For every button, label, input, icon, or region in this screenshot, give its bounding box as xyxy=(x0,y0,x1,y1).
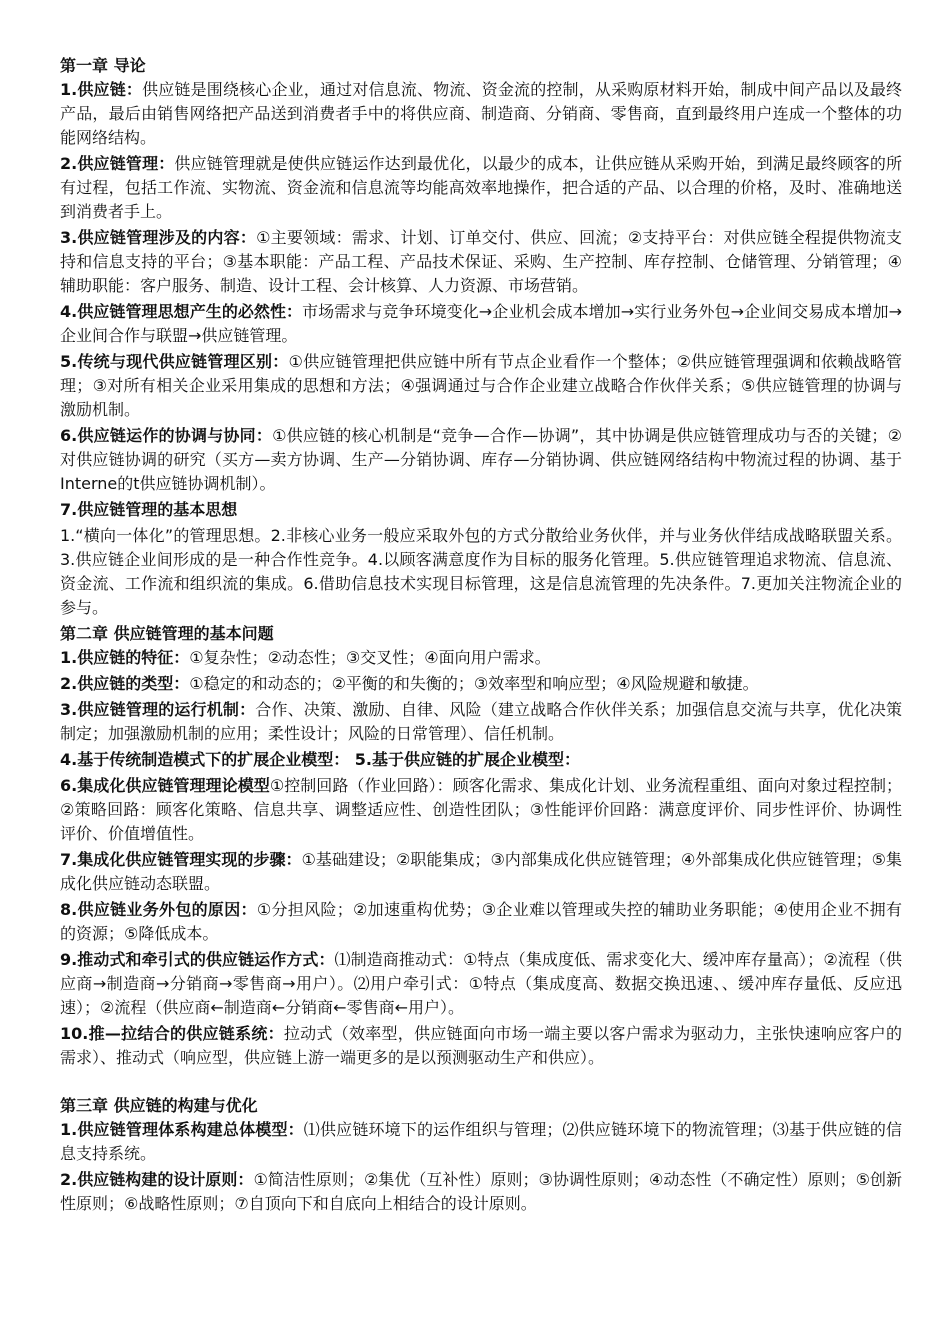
term-label: 5.传统与现代供应链管理区别： xyxy=(60,352,289,371)
paragraph xyxy=(60,672,902,696)
term-label: 9.推动式和牵引式的供应链运作方式： xyxy=(60,950,335,969)
paragraph-text: ①主要领域：需求、计划、订单交付、供应、回流；②支持平台：对供应链全程提供物流支持和信息支持的平台；③基本职能：产品工程、产品技术保证、采购、生产控制、库存控制、仓储管理、分销管理；④辅助职能：客户服务、制造、设计工程、会计核算、人力资源、市场营销。 xyxy=(60,228,902,295)
term-label: 10.推—拉结合的供应链系统： xyxy=(60,1024,284,1043)
paragraph xyxy=(60,748,902,772)
paragraph xyxy=(60,300,902,348)
term-label: 1.供应链的特征： xyxy=(60,648,190,667)
chapter-title: 第一章 导论 xyxy=(60,56,146,75)
paragraph xyxy=(60,1118,902,1166)
section-spacer xyxy=(60,1072,902,1094)
term-label: 6.供应链运作的协调与协同： xyxy=(60,426,273,445)
paragraph xyxy=(60,848,902,896)
paragraph xyxy=(60,1168,902,1216)
paragraph-text: ①供应链管理把供应链中所有节点企业看作一个整体；②供应链管理强调和依赖战略管理；③对所有相关企业采用集成的思想和方法；④强调通过与合作企业建立战略合作伙伴关系；⑤供应链管理的协调与激励机制。 xyxy=(60,352,902,419)
paragraph xyxy=(60,774,902,846)
paragraph xyxy=(60,698,902,746)
paragraph-text: ①供应链的核心机制是“竞争—合作—协调”，其中协调是供应链管理成功与否的关键；②对供应链协调的研究（买方—卖方协调、生产—分销协调、库存—分销协调、供应链网络结构中物流过程的协调、基于Interne的t供应链协调机制）。 xyxy=(60,426,902,493)
paragraph xyxy=(60,524,902,620)
term-label: 8.供应链业务外包的原因： xyxy=(60,900,257,919)
term-label: 2.供应链的类型： xyxy=(60,674,190,693)
term-label: 4.基于传统制造模式下的扩展企业模型： 5.基于供应链的扩展企业模型： xyxy=(60,750,580,769)
paragraph-text: 供应链是围绕核心企业，通过对信息流、物流、资金流的控制，从采购原材料开始，制成中间产品以及最终产品，最后由销售网络把产品送到消费者手中的将供应商、制造商、分销商、零售商，直到最终用户连成一个整体的功能网络结构。 xyxy=(60,80,902,147)
paragraph xyxy=(60,350,902,422)
term-label: 3.供应链管理的运行机制： xyxy=(60,700,256,719)
paragraph-text: ①基础建设；②职能集成；③内部集成化供应链管理；④外部集成化供应链管理；⑤集成化供应链动态联盟。 xyxy=(60,850,902,893)
paragraph xyxy=(60,898,902,946)
paragraph-text: ⑴制造商推动式：①特点（集成度低、需求变化大、缓冲库存量高）；②流程（供应商→制造商→分销商→零售商→用户）。⑵用户牵引式：①特点（集成度高、数据交换迅速、、缓冲库存量低、反应迅速）；②流程（供应商←制造商←分销商←零售商←用户）。 xyxy=(60,950,902,1017)
term-label: 2.供应链构建的设计原则： xyxy=(60,1170,254,1189)
paragraph xyxy=(60,424,902,496)
paragraph-text: ⑴供应链环境下的运作组织与管理；⑵供应链环境下的物流管理；⑶基于供应链的信息支持系统。 xyxy=(60,1120,902,1163)
term-label: 1.供应链： xyxy=(60,80,143,99)
paragraph-text: 供应链管理就是使供应链运作达到最优化，以最少的成本，让供应链从采购开始，到满足最终顾客的所有过程，包括工作流、实物流、资金流和信息流等均能高效率地操作，把合适的产品、以合理的价格，及时、准确地送到消费者手上。 xyxy=(60,154,902,221)
term-label: 3.供应链管理涉及的内容： xyxy=(60,228,257,247)
paragraph-text: ①复杂性；②动态性；③交叉性；④面向用户需求。 xyxy=(189,648,551,667)
paragraph xyxy=(60,1022,902,1070)
paragraph-text: ①控制回路（作业回路）：顾客化需求、集成化计划、业务流程重组、面向对象过程控制；②策略回路：顾客化策略、信息共享、调整适应性、创造性团队；③性能评价回路：满意度评价、同步性评价、协调性评价、价值增值性。 xyxy=(60,776,902,843)
document-page xyxy=(60,54,902,1218)
chapter-title: 第二章 供应链管理的基本问题 xyxy=(60,624,274,643)
paragraph xyxy=(60,78,902,150)
term-label: 1.供应链管理体系构建总体模型： xyxy=(60,1120,304,1139)
paragraph xyxy=(60,152,902,224)
paragraph-text: 拉动式（效率型，供应链面向市场一端主要以客户需求为驱动力，主张快速响应客户的需求）、推动式（响应型，供应链上游一端更多的是以预测驱动生产和供应）。 xyxy=(60,1024,902,1067)
chapter-title: 第三章 供应链的构建与优化 xyxy=(60,1096,258,1115)
term-label: 2.供应链管理： xyxy=(60,154,175,173)
paragraph xyxy=(60,498,902,522)
paragraph-text: ①简洁性原则；②集优（互补性）原则；③协调性原则；④动态性（不确定性）原则；⑤创新性原则；⑥战略性原则；⑦自顶向下和自底向上相结合的设计原则。 xyxy=(60,1170,902,1213)
term-label: 4.供应链管理思想产生的必然性： xyxy=(60,302,303,321)
term-label: 7.供应链管理的基本思想 xyxy=(60,500,238,519)
paragraph xyxy=(60,948,902,1020)
paragraph-text: 合作、决策、激励、自律、风险（建立战略合作伙伴关系；加强信息交流与共享，优化决策制定；加强激励机制的应用；柔性设计；风险的日常管理）、信任机制。 xyxy=(60,700,902,743)
paragraph-text: 市场需求与竞争环境变化→企业机会成本增加→实行业务外包→企业间交易成本增加→企业间合作与联盟→供应链管理。 xyxy=(60,302,902,345)
paragraph xyxy=(60,646,902,670)
paragraph-text: ①分担风险；②加速重构优势；③企业难以管理或失控的辅助业务职能；④使用企业不拥有的资源；⑤降低成本。 xyxy=(60,900,902,943)
term-label: 7.集成化供应链管理实现的步骤： xyxy=(60,850,302,869)
term-label: 6.集成化供应链管理理论模型 xyxy=(60,776,270,795)
paragraph xyxy=(60,226,902,298)
paragraph-text: 1.“横向一体化”的管理思想。2.非核心业务一般应采取外包的方式分散给业务伙伴，并与业务伙伴结成战略联盟关系。3.供应链企业间形成的是一种合作性竞争。4.以顾客满意度作为目标的服务化管理。5.供应链管理追求物流、信息流、资金流、工作流和组织流的集成。6.借助信息技术实现目标管理，这是信息流管理的先决条件。7.更加关注物流企业的参与。 xyxy=(60,526,902,617)
paragraph-text: ①稳定的和动态的；②平衡的和失衡的；③效率型和响应型；④风险规避和敏捷。 xyxy=(189,674,759,693)
